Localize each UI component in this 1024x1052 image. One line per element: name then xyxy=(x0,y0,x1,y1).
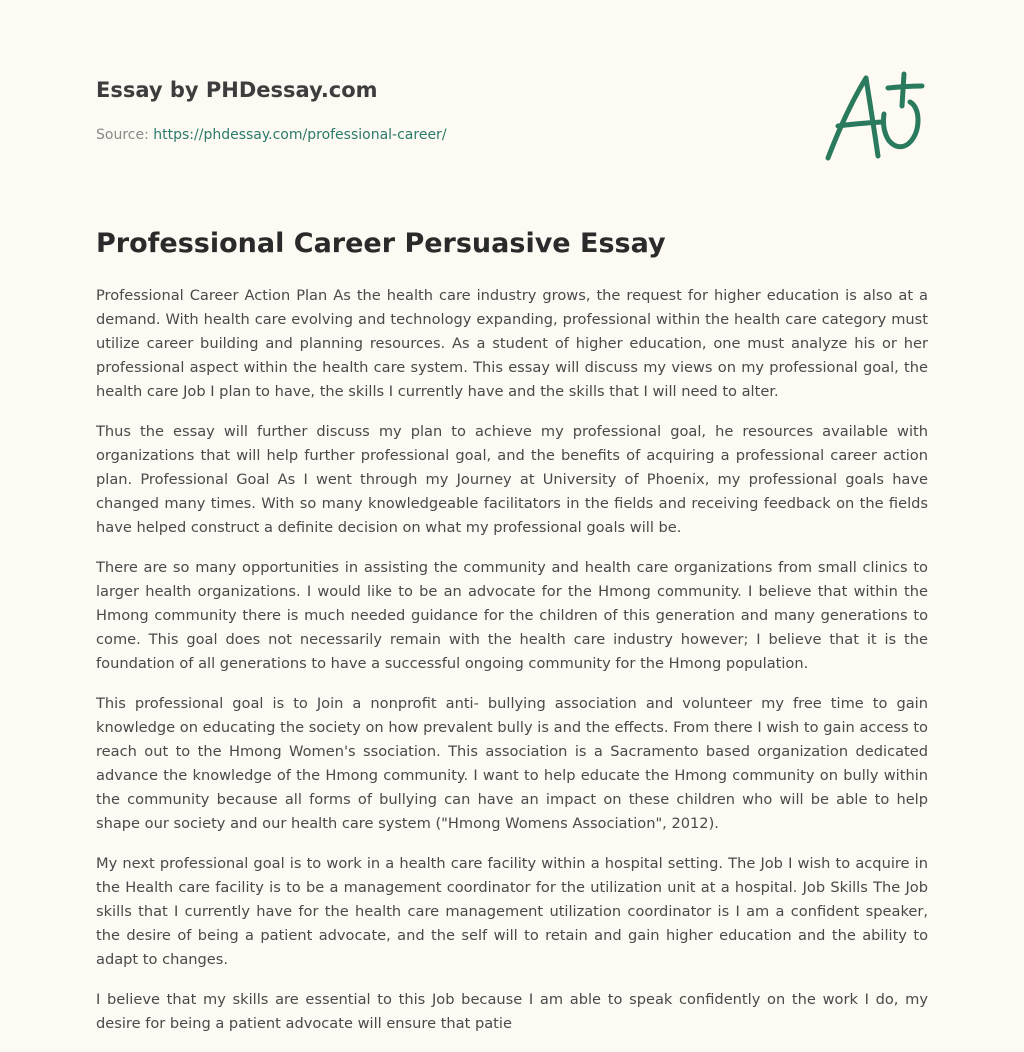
source-link[interactable]: https://phdessay.com/professional-career/ xyxy=(153,127,447,143)
essay-paragraph: This professional goal is to Join a nonprofit anti- bullying association and volunteer my free time to gain knowledge on educating the society on how prevalent bully is and the effects. From there I wish to gain access to reach out to the Hmong Women's ssociation. This association is a Sacramento based organization dedicated advance the knowledge of the Hmong community. I want to help educate the Hmong community on bully within the community because all forms of bullying can have an impact on these children who will be able to help shape our society and our health care system ("Hmong Womens Association", 2012). xyxy=(96,695,928,832)
a-plus-logo-icon xyxy=(820,66,930,166)
site-title: Essay by PHDessay.com xyxy=(96,78,378,102)
essay-paragraph: I believe that my skills are essential to this Job because I am able to speak confidently on the work I do, my desire for being a patient advocate will ensure that patie xyxy=(96,991,928,1032)
source-line xyxy=(96,125,796,145)
essay-paragraph: Professional Career Action Plan As the health care industry grows, the request for higher education is also at a demand. With health care evolving and technology expanding, professional within the health care category must utilize career building and planning resources. As a student of higher education, one must analyze his or her professional aspect within the health care system. This essay will discuss my views on my professional goal, the health care Job I plan to have, the skills I currently have and the skills that I will need to alter. xyxy=(96,287,928,400)
essay-paragraph: There are so many opportunities in assisting the community and health care organizations from small clinics to larger health organizations. I would like to be an advocate for the Hmong community. I believe that within the Hmong community there is much needed guidance for the children of this generation and many generations to come. This goal does not necessarily remain with the health care industry however; I believe that it is the foundation of all generations to have a successful ongoing community for the Hmong population. xyxy=(96,559,928,672)
source-label: Source: xyxy=(96,127,149,143)
a-plus-logo xyxy=(820,66,930,166)
essay-paragraph: Thus the essay will further discuss my plan to achieve my professional goal, he resources available with organizations that will help further professional goal, and the benefits of acquiring a professional career action plan. Professional Goal As I went through my Journey at University of Phoenix, my professional goals have changed many times. With so many knowledgeable facilitators in the fields and receiving feedback on the fields have helped construct a definite decision on what my professional goals will be. xyxy=(96,423,928,536)
page-header xyxy=(96,76,796,145)
essay-paragraph: My next professional goal is to work in a health care facility within a hospital setting. The Job I wish to acquire in the Health care facility is to be a management coordinator for the utilization unit at a hospital. Job Skills The Job skills that I currently have for the health care management utilization coordinator is I am a confident speaker, the desire of being a patient advocate, and the self will to retain and gain higher education and the ability to adapt to changes. xyxy=(96,855,928,968)
essay-title: Professional Career Persuasive Essay xyxy=(96,228,666,259)
essay-body xyxy=(96,284,928,1052)
